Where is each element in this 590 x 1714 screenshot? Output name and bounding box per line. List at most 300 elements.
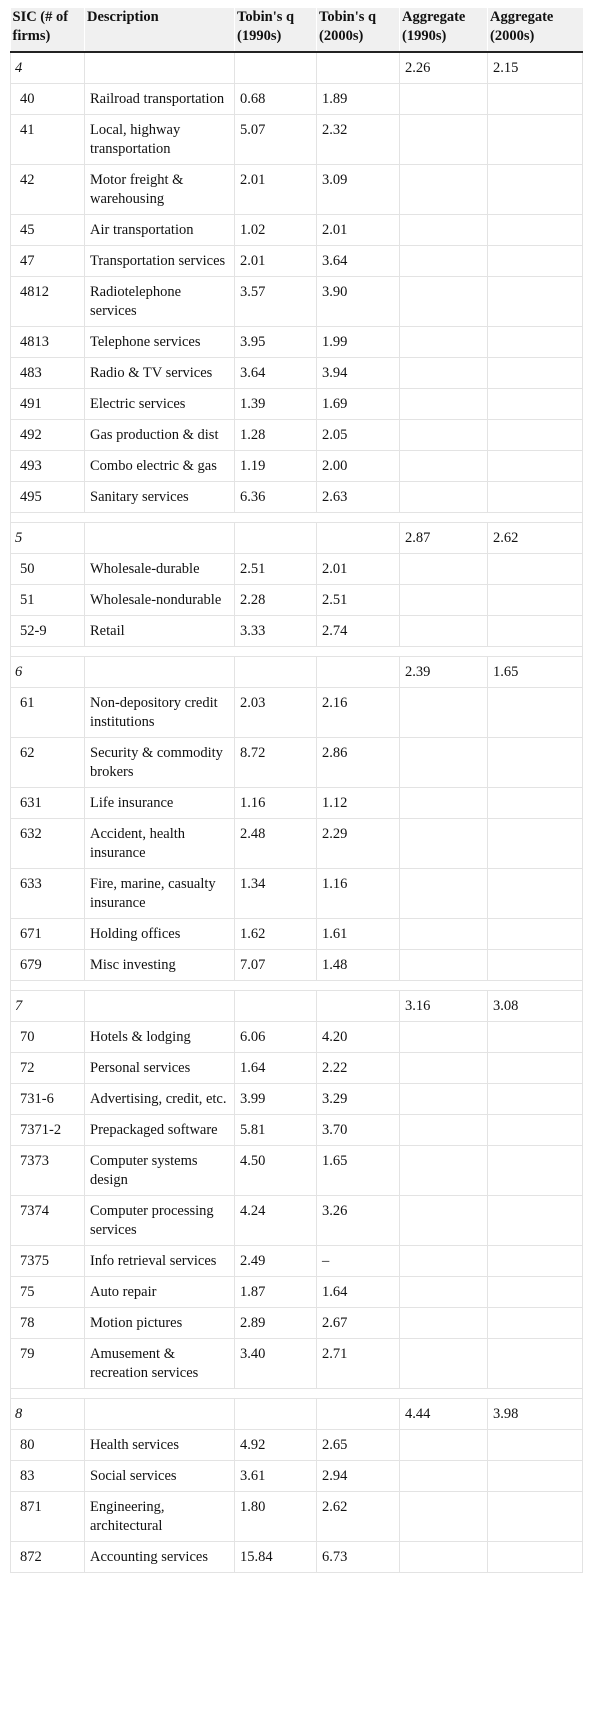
aggregate-1990s-empty bbox=[400, 1246, 488, 1277]
tobins-q-2000s: 1.12 bbox=[317, 788, 400, 819]
sic-code: 45 bbox=[11, 215, 85, 246]
group-label: 4 bbox=[11, 52, 85, 84]
industry-description: Combo electric & gas bbox=[85, 451, 235, 482]
aggregate-1990s-empty bbox=[400, 1196, 488, 1246]
group-aggregate-2000s: 2.62 bbox=[488, 523, 583, 554]
tobins-q-2000s: 1.65 bbox=[317, 1146, 400, 1196]
table-row bbox=[11, 451, 583, 482]
aggregate-2000s-empty bbox=[488, 738, 583, 788]
sic-code: 52-9 bbox=[11, 616, 85, 647]
group-spacer bbox=[11, 981, 583, 991]
tobins-q-2000s: 2.67 bbox=[317, 1308, 400, 1339]
sic-code: 41 bbox=[11, 115, 85, 165]
aggregate-1990s-empty bbox=[400, 788, 488, 819]
tobins-q-2000s: 1.16 bbox=[317, 869, 400, 919]
sic-code: 7375 bbox=[11, 1246, 85, 1277]
sic-code: 632 bbox=[11, 819, 85, 869]
sic-code: 7371-2 bbox=[11, 1115, 85, 1146]
aggregate-1990s-empty bbox=[400, 420, 488, 451]
aggregate-1990s-empty bbox=[400, 919, 488, 950]
tobins-q-2000s: 1.48 bbox=[317, 950, 400, 981]
industry-description: Personal services bbox=[85, 1053, 235, 1084]
table-row bbox=[11, 1492, 583, 1542]
aggregate-2000s-empty bbox=[488, 1461, 583, 1492]
aggregate-1990s-empty bbox=[400, 451, 488, 482]
table-row bbox=[11, 1277, 583, 1308]
aggregate-1990s-empty bbox=[400, 688, 488, 738]
group-q2000-empty bbox=[317, 52, 400, 84]
group-label: 7 bbox=[11, 991, 85, 1022]
tobins-q-2000s: 2.62 bbox=[317, 1492, 400, 1542]
aggregate-2000s-empty bbox=[488, 919, 583, 950]
sic-code: 483 bbox=[11, 358, 85, 389]
aggregate-2000s-empty bbox=[488, 950, 583, 981]
table-row bbox=[11, 277, 583, 327]
aggregate-2000s-empty bbox=[488, 616, 583, 647]
industry-description: Gas production & dist bbox=[85, 420, 235, 451]
group-q2000-empty bbox=[317, 657, 400, 688]
tobins-q-1990s: 2.01 bbox=[235, 246, 317, 277]
industry-description: Misc investing bbox=[85, 950, 235, 981]
industry-description: Security & commodity brokers bbox=[85, 738, 235, 788]
industry-description: Transportation services bbox=[85, 246, 235, 277]
tobins-q-1990s: 1.19 bbox=[235, 451, 317, 482]
tobins-q-1990s: 1.02 bbox=[235, 215, 317, 246]
tobins-q-1990s: 8.72 bbox=[235, 738, 317, 788]
table-row bbox=[11, 585, 583, 616]
aggregate-1990s-empty bbox=[400, 950, 488, 981]
tobins-q-2000s: 2.16 bbox=[317, 688, 400, 738]
table-row bbox=[11, 327, 583, 358]
group-row bbox=[11, 52, 583, 84]
tobins-q-2000s: 2.94 bbox=[317, 1461, 400, 1492]
industry-description: Info retrieval services bbox=[85, 1246, 235, 1277]
tobins-q-2000s: 2.01 bbox=[317, 554, 400, 585]
tobins-q-2000s: 3.94 bbox=[317, 358, 400, 389]
aggregate-2000s-empty bbox=[488, 482, 583, 513]
industry-description: Advertising, credit, etc. bbox=[85, 1084, 235, 1115]
tobins-q-1990s: 1.34 bbox=[235, 869, 317, 919]
sic-code: 50 bbox=[11, 554, 85, 585]
group-q1990-empty bbox=[235, 1399, 317, 1430]
aggregate-1990s-empty bbox=[400, 869, 488, 919]
table-row bbox=[11, 84, 583, 115]
tobins-q-2000s: 1.89 bbox=[317, 84, 400, 115]
industry-description: Radio & TV services bbox=[85, 358, 235, 389]
aggregate-2000s-empty bbox=[488, 215, 583, 246]
group-aggregate-2000s: 3.98 bbox=[488, 1399, 583, 1430]
tobins-q-2000s: 1.64 bbox=[317, 1277, 400, 1308]
aggregate-2000s-empty bbox=[488, 554, 583, 585]
group-q2000-empty bbox=[317, 523, 400, 554]
aggregate-2000s-empty bbox=[488, 358, 583, 389]
tobins-q-1990s: 1.87 bbox=[235, 1277, 317, 1308]
group-description-empty bbox=[85, 657, 235, 688]
tobins-q-1990s: 2.49 bbox=[235, 1246, 317, 1277]
group-row bbox=[11, 523, 583, 554]
tobins-q-table bbox=[10, 8, 583, 1573]
aggregate-2000s-empty bbox=[488, 389, 583, 420]
table-row bbox=[11, 1084, 583, 1115]
table-row bbox=[11, 688, 583, 738]
aggregate-2000s-empty bbox=[488, 688, 583, 738]
industry-description: Amusement & recreation services bbox=[85, 1339, 235, 1389]
industry-description: Electric services bbox=[85, 389, 235, 420]
header-sic: SIC (# of firms) bbox=[11, 8, 85, 52]
industry-description: Railroad transportation bbox=[85, 84, 235, 115]
tobins-q-1990s: 2.48 bbox=[235, 819, 317, 869]
group-spacer bbox=[11, 1389, 583, 1399]
aggregate-2000s-empty bbox=[488, 1022, 583, 1053]
aggregate-1990s-empty bbox=[400, 115, 488, 165]
tobins-q-1990s: 1.64 bbox=[235, 1053, 317, 1084]
aggregate-1990s-empty bbox=[400, 389, 488, 420]
aggregate-1990s-empty bbox=[400, 1084, 488, 1115]
sic-code: 83 bbox=[11, 1461, 85, 1492]
group-description-empty bbox=[85, 523, 235, 554]
tobins-q-1990s: 3.33 bbox=[235, 616, 317, 647]
sic-code: 671 bbox=[11, 919, 85, 950]
group-label: 6 bbox=[11, 657, 85, 688]
sic-code: 40 bbox=[11, 84, 85, 115]
industry-description: Local, highway transportation bbox=[85, 115, 235, 165]
aggregate-1990s-empty bbox=[400, 1339, 488, 1389]
aggregate-1990s-empty bbox=[400, 738, 488, 788]
tobins-q-2000s: 2.74 bbox=[317, 616, 400, 647]
tobins-q-1990s: 2.89 bbox=[235, 1308, 317, 1339]
industry-description: Computer systems design bbox=[85, 1146, 235, 1196]
industry-description: Auto repair bbox=[85, 1277, 235, 1308]
tobins-q-1990s: 1.39 bbox=[235, 389, 317, 420]
aggregate-1990s-empty bbox=[400, 358, 488, 389]
aggregate-2000s-empty bbox=[488, 420, 583, 451]
aggregate-2000s-empty bbox=[488, 84, 583, 115]
tobins-q-1990s: 3.57 bbox=[235, 277, 317, 327]
aggregate-2000s-empty bbox=[488, 1339, 583, 1389]
tobins-q-1990s: 3.95 bbox=[235, 327, 317, 358]
tobins-q-1990s: 4.92 bbox=[235, 1430, 317, 1461]
group-aggregate-2000s: 1.65 bbox=[488, 657, 583, 688]
aggregate-2000s-empty bbox=[488, 327, 583, 358]
group-q1990-empty bbox=[235, 52, 317, 84]
tobins-q-2000s: 2.05 bbox=[317, 420, 400, 451]
tobins-q-1990s: 6.06 bbox=[235, 1022, 317, 1053]
sic-code: 7373 bbox=[11, 1146, 85, 1196]
tobins-q-2000s: 3.90 bbox=[317, 277, 400, 327]
aggregate-1990s-empty bbox=[400, 616, 488, 647]
aggregate-2000s-empty bbox=[488, 1146, 583, 1196]
table-row bbox=[11, 819, 583, 869]
tobins-q-2000s: 1.69 bbox=[317, 389, 400, 420]
aggregate-2000s-empty bbox=[488, 1053, 583, 1084]
tobins-q-2000s: 3.26 bbox=[317, 1196, 400, 1246]
table-row bbox=[11, 1246, 583, 1277]
tobins-q-1990s: 0.68 bbox=[235, 84, 317, 115]
header-description: Description bbox=[85, 8, 235, 52]
table-row bbox=[11, 389, 583, 420]
group-description-empty bbox=[85, 991, 235, 1022]
industry-description: Sanitary services bbox=[85, 482, 235, 513]
tobins-q-2000s: 3.29 bbox=[317, 1084, 400, 1115]
aggregate-2000s-empty bbox=[488, 1084, 583, 1115]
group-aggregate-1990s: 2.26 bbox=[400, 52, 488, 84]
header-aggregate-1990s: Aggregate (1990s) bbox=[400, 8, 488, 52]
aggregate-1990s-empty bbox=[400, 1022, 488, 1053]
sic-code: 731-6 bbox=[11, 1084, 85, 1115]
group-q1990-empty bbox=[235, 991, 317, 1022]
tobins-q-1990s: 5.81 bbox=[235, 1115, 317, 1146]
sic-code: 633 bbox=[11, 869, 85, 919]
industry-description: Radiotelephone services bbox=[85, 277, 235, 327]
tobins-q-1990s: 6.36 bbox=[235, 482, 317, 513]
tobins-q-1990s: 4.50 bbox=[235, 1146, 317, 1196]
table-row bbox=[11, 738, 583, 788]
aggregate-1990s-empty bbox=[400, 1053, 488, 1084]
tobins-q-2000s: 4.20 bbox=[317, 1022, 400, 1053]
tobins-q-1990s: 3.61 bbox=[235, 1461, 317, 1492]
industry-description: Accident, health insurance bbox=[85, 819, 235, 869]
sic-code: 7374 bbox=[11, 1196, 85, 1246]
aggregate-1990s-empty bbox=[400, 1461, 488, 1492]
table-row bbox=[11, 616, 583, 647]
group-aggregate-1990s: 2.39 bbox=[400, 657, 488, 688]
sic-code: 78 bbox=[11, 1308, 85, 1339]
aggregate-1990s-empty bbox=[400, 84, 488, 115]
sic-code: 493 bbox=[11, 451, 85, 482]
sic-code: 51 bbox=[11, 585, 85, 616]
tobins-q-2000s: 6.73 bbox=[317, 1542, 400, 1573]
tobins-q-2000s: 2.32 bbox=[317, 115, 400, 165]
sic-code: 80 bbox=[11, 1430, 85, 1461]
group-aggregate-1990s: 2.87 bbox=[400, 523, 488, 554]
tobins-q-1990s: 2.51 bbox=[235, 554, 317, 585]
tobins-q-1990s: 7.07 bbox=[235, 950, 317, 981]
sic-code: 47 bbox=[11, 246, 85, 277]
tobins-q-2000s: 1.61 bbox=[317, 919, 400, 950]
table-row bbox=[11, 1053, 583, 1084]
spacer-cell bbox=[11, 647, 583, 657]
header-row bbox=[11, 8, 583, 52]
group-row bbox=[11, 1399, 583, 1430]
sic-code: 61 bbox=[11, 688, 85, 738]
tobins-q-2000s: 3.09 bbox=[317, 165, 400, 215]
table-row bbox=[11, 1308, 583, 1339]
table-row bbox=[11, 246, 583, 277]
tobins-q-1990s: 2.03 bbox=[235, 688, 317, 738]
aggregate-1990s-empty bbox=[400, 1277, 488, 1308]
tobins-q-2000s: 2.29 bbox=[317, 819, 400, 869]
tobins-q-2000s: 2.22 bbox=[317, 1053, 400, 1084]
aggregate-1990s-empty bbox=[400, 327, 488, 358]
tobins-q-1990s: 2.01 bbox=[235, 165, 317, 215]
industry-description: Social services bbox=[85, 1461, 235, 1492]
table-row bbox=[11, 788, 583, 819]
tobins-q-2000s: 2.65 bbox=[317, 1430, 400, 1461]
aggregate-2000s-empty bbox=[488, 1542, 583, 1573]
sic-code: 75 bbox=[11, 1277, 85, 1308]
aggregate-2000s-empty bbox=[488, 277, 583, 327]
tobins-q-1990s: 4.24 bbox=[235, 1196, 317, 1246]
industry-description: Holding offices bbox=[85, 919, 235, 950]
table-row bbox=[11, 215, 583, 246]
table-row bbox=[11, 1022, 583, 1053]
table-row bbox=[11, 1196, 583, 1246]
industry-description: Non-depository credit institutions bbox=[85, 688, 235, 738]
aggregate-2000s-empty bbox=[488, 1196, 583, 1246]
sic-code: 4813 bbox=[11, 327, 85, 358]
spacer-cell bbox=[11, 1389, 583, 1399]
tobins-q-1990s: 1.80 bbox=[235, 1492, 317, 1542]
table-row bbox=[11, 1146, 583, 1196]
aggregate-2000s-empty bbox=[488, 819, 583, 869]
aggregate-2000s-empty bbox=[488, 788, 583, 819]
aggregate-2000s-empty bbox=[488, 1277, 583, 1308]
table-row bbox=[11, 420, 583, 451]
sic-code: 631 bbox=[11, 788, 85, 819]
industry-description: Retail bbox=[85, 616, 235, 647]
table-row bbox=[11, 950, 583, 981]
sic-code: 871 bbox=[11, 1492, 85, 1542]
industry-description: Engineering, architectural bbox=[85, 1492, 235, 1542]
header-tobins-q-1990s: Tobin's q (1990s) bbox=[235, 8, 317, 52]
aggregate-2000s-empty bbox=[488, 869, 583, 919]
sic-code: 4812 bbox=[11, 277, 85, 327]
aggregate-1990s-empty bbox=[400, 585, 488, 616]
aggregate-1990s-empty bbox=[400, 246, 488, 277]
group-spacer bbox=[11, 513, 583, 523]
group-label: 8 bbox=[11, 1399, 85, 1430]
aggregate-2000s-empty bbox=[488, 1115, 583, 1146]
table-row bbox=[11, 482, 583, 513]
tobins-q-1990s: 5.07 bbox=[235, 115, 317, 165]
tobins-q-2000s: 2.86 bbox=[317, 738, 400, 788]
table-row bbox=[11, 554, 583, 585]
aggregate-2000s-empty bbox=[488, 1246, 583, 1277]
aggregate-1990s-empty bbox=[400, 277, 488, 327]
sic-code: 872 bbox=[11, 1542, 85, 1573]
table-row bbox=[11, 919, 583, 950]
header-tobins-q-2000s: Tobin's q (2000s) bbox=[317, 8, 400, 52]
aggregate-2000s-empty bbox=[488, 451, 583, 482]
aggregate-1990s-empty bbox=[400, 165, 488, 215]
spacer-cell bbox=[11, 513, 583, 523]
aggregate-1990s-empty bbox=[400, 1542, 488, 1573]
aggregate-2000s-empty bbox=[488, 1430, 583, 1461]
sic-code: 62 bbox=[11, 738, 85, 788]
tobins-q-1990s: 15.84 bbox=[235, 1542, 317, 1573]
group-aggregate-2000s: 3.08 bbox=[488, 991, 583, 1022]
table-row bbox=[11, 869, 583, 919]
industry-description: Wholesale-nondurable bbox=[85, 585, 235, 616]
tobins-q-1990s: 3.64 bbox=[235, 358, 317, 389]
tobins-q-1990s: 2.28 bbox=[235, 585, 317, 616]
aggregate-1990s-empty bbox=[400, 819, 488, 869]
aggregate-2000s-empty bbox=[488, 585, 583, 616]
table-body bbox=[11, 52, 583, 1573]
sic-code: 72 bbox=[11, 1053, 85, 1084]
aggregate-1990s-empty bbox=[400, 554, 488, 585]
group-aggregate-2000s: 2.15 bbox=[488, 52, 583, 84]
header-aggregate-2000s: Aggregate (2000s) bbox=[488, 8, 583, 52]
industry-description: Motor freight & warehousing bbox=[85, 165, 235, 215]
table-row bbox=[11, 1115, 583, 1146]
table-row bbox=[11, 1542, 583, 1573]
tobins-q-1990s: 1.62 bbox=[235, 919, 317, 950]
aggregate-1990s-empty bbox=[400, 215, 488, 246]
table-header bbox=[11, 8, 583, 52]
aggregate-2000s-empty bbox=[488, 246, 583, 277]
table-row bbox=[11, 1339, 583, 1389]
group-description-empty bbox=[85, 52, 235, 84]
group-q2000-empty bbox=[317, 1399, 400, 1430]
sic-code: 492 bbox=[11, 420, 85, 451]
group-row bbox=[11, 657, 583, 688]
group-q2000-empty bbox=[317, 991, 400, 1022]
tobins-q-2000s: 2.00 bbox=[317, 451, 400, 482]
tobins-q-2000s: 3.70 bbox=[317, 1115, 400, 1146]
tobins-q-2000s: 3.64 bbox=[317, 246, 400, 277]
industry-description: Wholesale-durable bbox=[85, 554, 235, 585]
industry-description: Health services bbox=[85, 1430, 235, 1461]
table-row bbox=[11, 1461, 583, 1492]
tobins-q-table-container bbox=[10, 8, 582, 1573]
tobins-q-2000s: 1.99 bbox=[317, 327, 400, 358]
industry-description: Prepackaged software bbox=[85, 1115, 235, 1146]
sic-code: 42 bbox=[11, 165, 85, 215]
sic-code: 495 bbox=[11, 482, 85, 513]
aggregate-1990s-empty bbox=[400, 1115, 488, 1146]
table-row bbox=[11, 115, 583, 165]
sic-code: 679 bbox=[11, 950, 85, 981]
tobins-q-2000s: – bbox=[317, 1246, 400, 1277]
aggregate-2000s-empty bbox=[488, 165, 583, 215]
group-q1990-empty bbox=[235, 657, 317, 688]
group-aggregate-1990s: 3.16 bbox=[400, 991, 488, 1022]
group-q1990-empty bbox=[235, 523, 317, 554]
aggregate-2000s-empty bbox=[488, 1492, 583, 1542]
tobins-q-2000s: 2.71 bbox=[317, 1339, 400, 1389]
tobins-q-1990s: 1.28 bbox=[235, 420, 317, 451]
industry-description: Air transportation bbox=[85, 215, 235, 246]
industry-description: Hotels & lodging bbox=[85, 1022, 235, 1053]
industry-description: Motion pictures bbox=[85, 1308, 235, 1339]
sic-code: 70 bbox=[11, 1022, 85, 1053]
tobins-q-1990s: 3.99 bbox=[235, 1084, 317, 1115]
industry-description: Fire, marine, casualty insurance bbox=[85, 869, 235, 919]
group-row bbox=[11, 991, 583, 1022]
tobins-q-2000s: 2.01 bbox=[317, 215, 400, 246]
group-spacer bbox=[11, 647, 583, 657]
industry-description: Accounting services bbox=[85, 1542, 235, 1573]
group-aggregate-1990s: 4.44 bbox=[400, 1399, 488, 1430]
aggregate-1990s-empty bbox=[400, 482, 488, 513]
group-label: 5 bbox=[11, 523, 85, 554]
aggregate-1990s-empty bbox=[400, 1146, 488, 1196]
aggregate-1990s-empty bbox=[400, 1430, 488, 1461]
industry-description: Telephone services bbox=[85, 327, 235, 358]
tobins-q-2000s: 2.51 bbox=[317, 585, 400, 616]
sic-code: 491 bbox=[11, 389, 85, 420]
tobins-q-1990s: 1.16 bbox=[235, 788, 317, 819]
tobins-q-2000s: 2.63 bbox=[317, 482, 400, 513]
tobins-q-1990s: 3.40 bbox=[235, 1339, 317, 1389]
aggregate-1990s-empty bbox=[400, 1492, 488, 1542]
industry-description: Life insurance bbox=[85, 788, 235, 819]
aggregate-1990s-empty bbox=[400, 1308, 488, 1339]
spacer-cell bbox=[11, 981, 583, 991]
aggregate-2000s-empty bbox=[488, 115, 583, 165]
table-row bbox=[11, 165, 583, 215]
